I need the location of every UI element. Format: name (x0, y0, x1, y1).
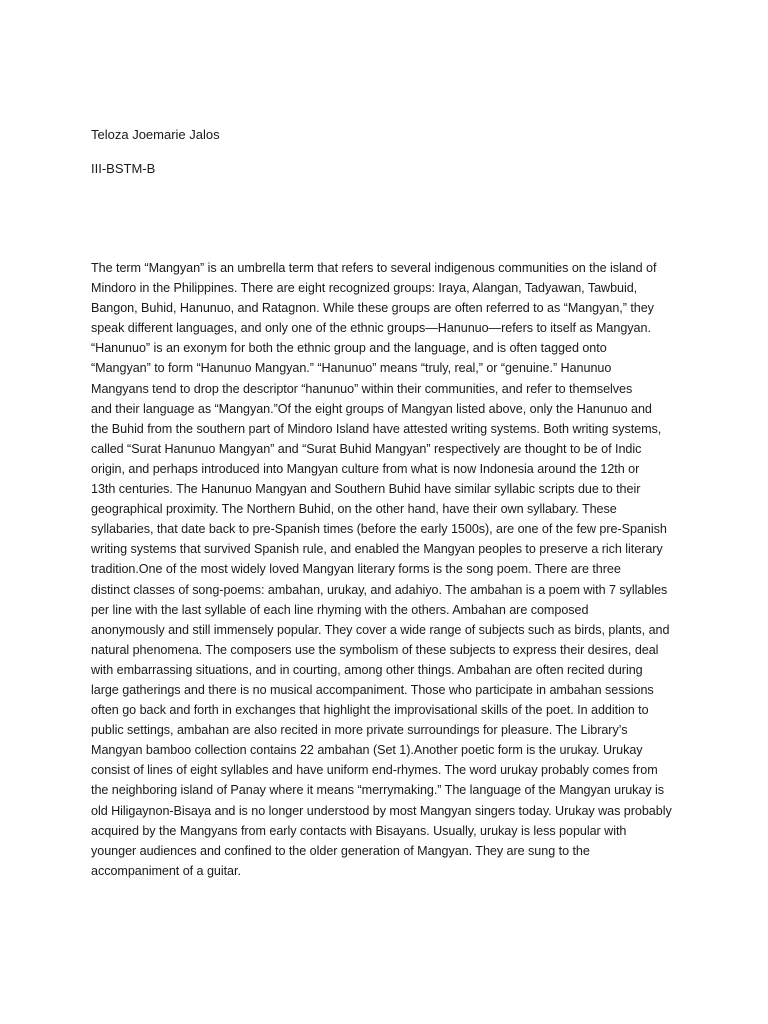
text-line: per line with the last syllable of each line rhyming with the others. Ambahan are composed (91, 602, 589, 617)
text-line: Mangyan bamboo collection contains 22 ambahan (Set 1).Another poetic form is the urukay. Urukay (91, 743, 643, 758)
text-line: large gatherings and there is no musical accompaniment. Those who participate in ambahan sessions (91, 682, 654, 697)
text-line: The term “Mangyan” is an umbrella term that refers to several indigenous communities on the island of (91, 261, 657, 275)
text-line: Bangon, Buhid, Hanunuo, and Ratagnon. While these groups are often referred to as “Mangyan,” they (91, 301, 654, 316)
text-line: tradition.One of the most widely loved Mangyan literary forms is the song poem. There are three (91, 562, 621, 577)
text-line: speak different languages, and only one of the ethnic groups—Hanunuo—refers to itself as Mangyan. (91, 321, 651, 336)
text-line: consist of lines of eight syllables and have uniform end-rhymes. The word urukay probably comes from (91, 763, 658, 778)
text-line: geographical proximity. The Northern Buhid, on the other hand, have their own syllabary. These (91, 502, 617, 517)
text-line: acquired by the Mangyans from early contacts with Bisayans. Usually, urukay is less popular with (91, 823, 627, 838)
text-line: younger audiences and confined to the older generation of Mangyan. They are sung to the (91, 843, 590, 858)
text-line: with embarrassing situations, and in courting, among other things. Ambahan are often recited during (91, 662, 643, 677)
text-line: syllabaries, that date back to pre-Spanish times (before the early 1500s), are one of the few pre-Spanish (91, 522, 667, 537)
text-line: public settings, ambahan are also recited in more private surroundings for pleasure. The Library’s (91, 723, 628, 738)
text-line: Mangyans tend to drop the descriptor “hanunuo” within their communities, and refer to themselves (91, 381, 633, 396)
text-line: the Buhid from the southern part of Mindoro Island have attested writing systems. Both writing systems, (91, 421, 662, 436)
text-line: natural phenomena. The composers use the symbolism of these subjects to express their desires, deal (91, 642, 659, 657)
text-line: “Hanunuo” is an exonym for both the ethnic group and the language, and is often tagged onto (91, 341, 607, 356)
class-section: III-BSTM-B (91, 161, 156, 176)
text-line: origin, and perhaps introduced into Mangyan culture from what is now Indonesia around the 12th or (91, 461, 640, 476)
text-line: writing systems that survived Spanish rule, and enabled the Mangyan peoples to preserve a rich literary (91, 542, 663, 557)
author-name: Teloza Joemarie Jalos (91, 127, 220, 142)
text-line: called “Surat Hanunuo Mangyan” and “Surat Buhid Mangyan” respectively are thought to be of Indic (91, 441, 642, 456)
text-line: distinct classes of song-poems: ambahan, urukay, and adahiyo. The ambahan is a poem with 7 syllables (91, 582, 668, 597)
text-line: often go back and forth in exchanges that highlight the improvisational skills of the poet. In addition to (91, 703, 649, 718)
text-line: anonymously and still immensely popular. They cover a wide range of subjects such as birds, plants, and (91, 622, 670, 637)
text-line: 13th centuries. The Hanunuo Mangyan and Southern Buhid have similar syllabic scripts due to their (91, 482, 641, 497)
text-line: old Hiligaynon-Bisaya and is no longer understood by most Mangyan singers today. Urukay was probably (91, 803, 672, 818)
text-line: the neighboring island of Panay where it means “merrymaking.” The language of the Mangyan urukay is (91, 783, 665, 798)
text-line: and their language as “Mangyan.”Of the eight groups of Mangyan listed above, only the Hanunuo and (91, 401, 652, 416)
text-line: Mindoro in the Philippines. There are eight recognized groups: Iraya, Alangan, Tadyawan, Tawbuid, (91, 281, 638, 296)
essay-body (91, 258, 691, 881)
text-line: accompaniment of a guitar. (91, 863, 241, 878)
text-line: “Mangyan” to form “Hanunuo Mangyan.” “Hanunuo” means “truly, real,” or “genuine.” Hanunuo (91, 361, 612, 376)
